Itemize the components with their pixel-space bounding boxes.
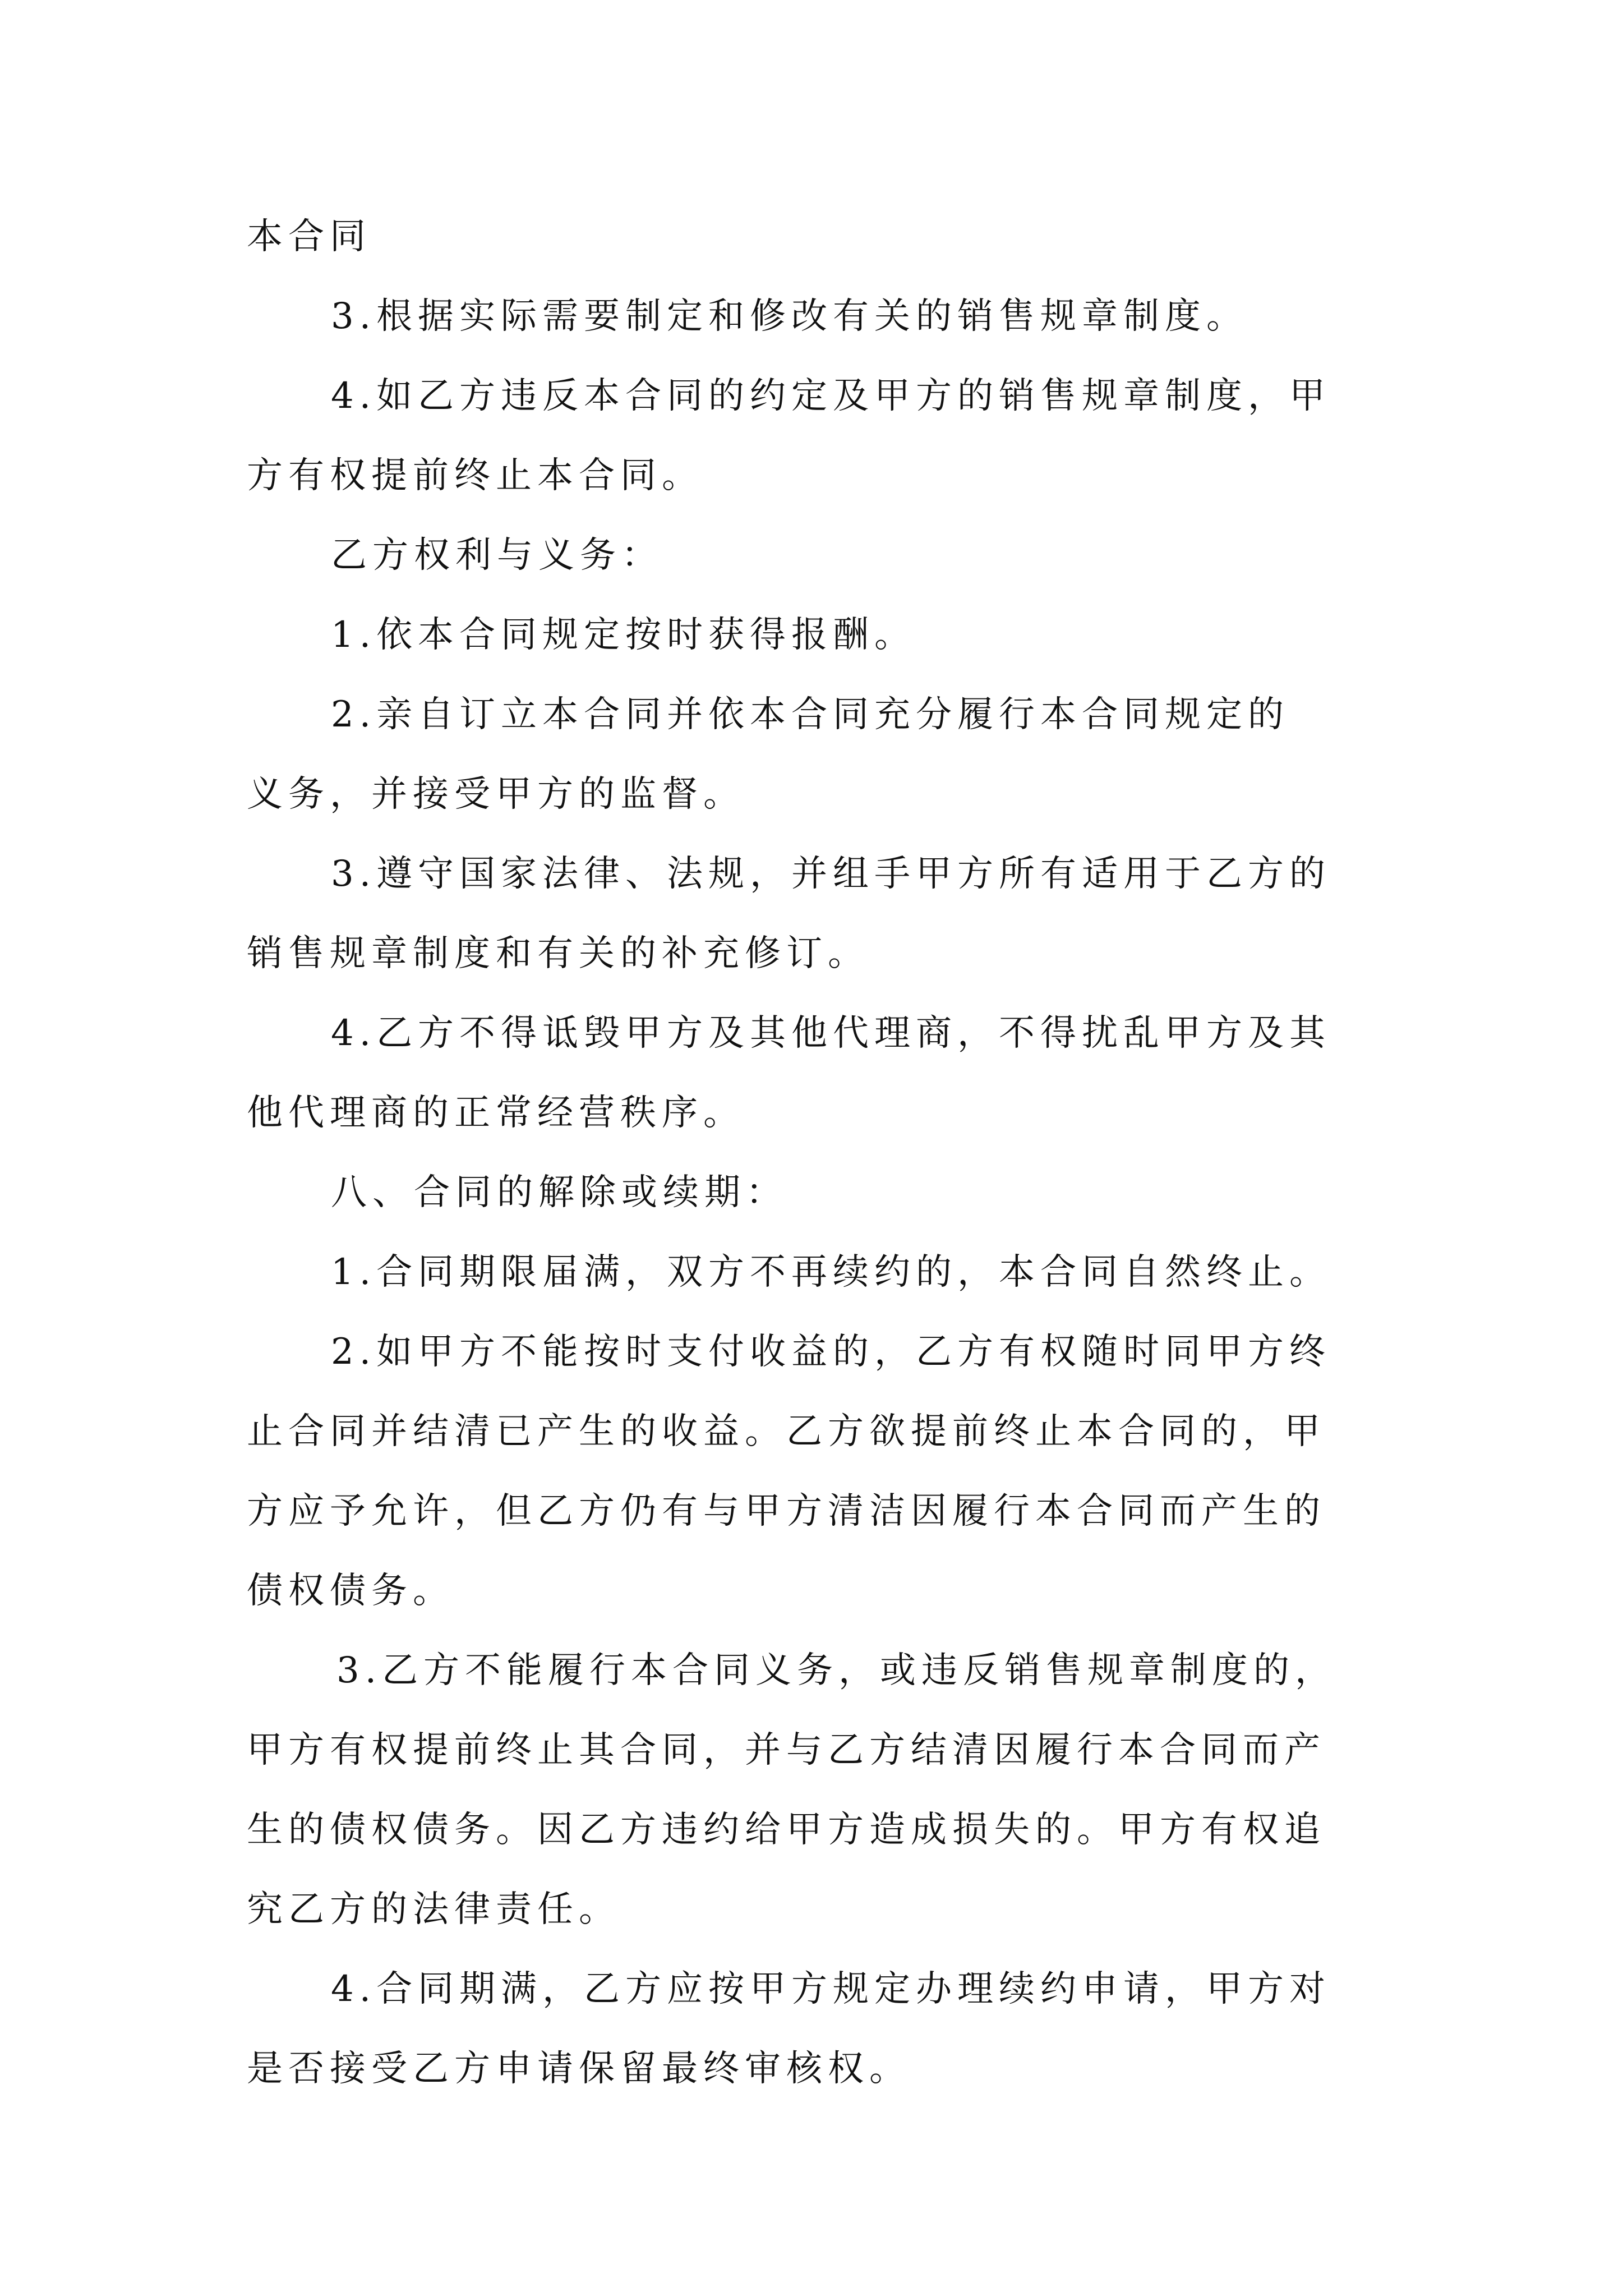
text-line: 义务，并接受甲方的监督。 [247, 774, 745, 815]
section-heading: 八、合同的解除或续期： [331, 1172, 787, 1213]
text-line: 3.乙方不能履行本合同义务，或违反销售规章制度的， [336, 1650, 1337, 1691]
text-line: 3.遵守国家法律、法规，并组手甲方所有适用于乙方的 [331, 853, 1331, 895]
text-line: 3.根据实际需要制定和修改有关的销售规章制度。 [331, 296, 1248, 337]
text-line: 甲方有权提前终止其合同，并与乙方结清因履行本合同而产 [247, 1729, 1326, 1771]
text-line: 2.如甲方不能按时支付收益的，乙方有权随时同甲方终 [331, 1331, 1331, 1373]
text-line: 他代理商的正常经营秩序。 [247, 1092, 745, 1134]
text-line: 方有权提前终止本合同。 [247, 455, 703, 496]
section-heading: 乙方权利与义务： [331, 535, 663, 576]
text-line: 本合同 [247, 216, 371, 257]
text-line: 债权债务。 [247, 1570, 454, 1612]
text-line: 生的债权债务。因乙方违约给甲方造成损失的。甲方有权追 [247, 1809, 1326, 1851]
text-line: 4.如乙方违反本合同的约定及甲方的销售规章制度，甲 [331, 375, 1331, 417]
text-line: 2.亲自订立本合同并依本合同充分履行本合同规定的 [331, 694, 1290, 735]
text-line: 4.合同期满，乙方应按甲方规定办理续约申请，甲方对 [331, 1968, 1331, 2010]
text-line: 1.依本合同规定按时获得报酬。 [331, 614, 916, 656]
text-line: 是否接受乙方申请保留最终审核权。 [247, 2048, 911, 2090]
text-line: 方应予允许，但乙方仍有与甲方清洁因履行本合同而产生的 [247, 1490, 1326, 1532]
text-line: 究乙方的法律责任。 [247, 1889, 620, 1930]
text-line: 1.合同期限届满，双方不再续约的，本合同自然终止。 [331, 1251, 1331, 1293]
text-line: 销售规章制度和有关的补充修订。 [247, 933, 869, 974]
text-line: 4.乙方不得诋毁甲方及其他代理商，不得扰乱甲方及其 [331, 1013, 1331, 1054]
text-line: 止合同并结清已产生的收益。乙方欲提前终止本合同的，甲 [247, 1411, 1326, 1452]
